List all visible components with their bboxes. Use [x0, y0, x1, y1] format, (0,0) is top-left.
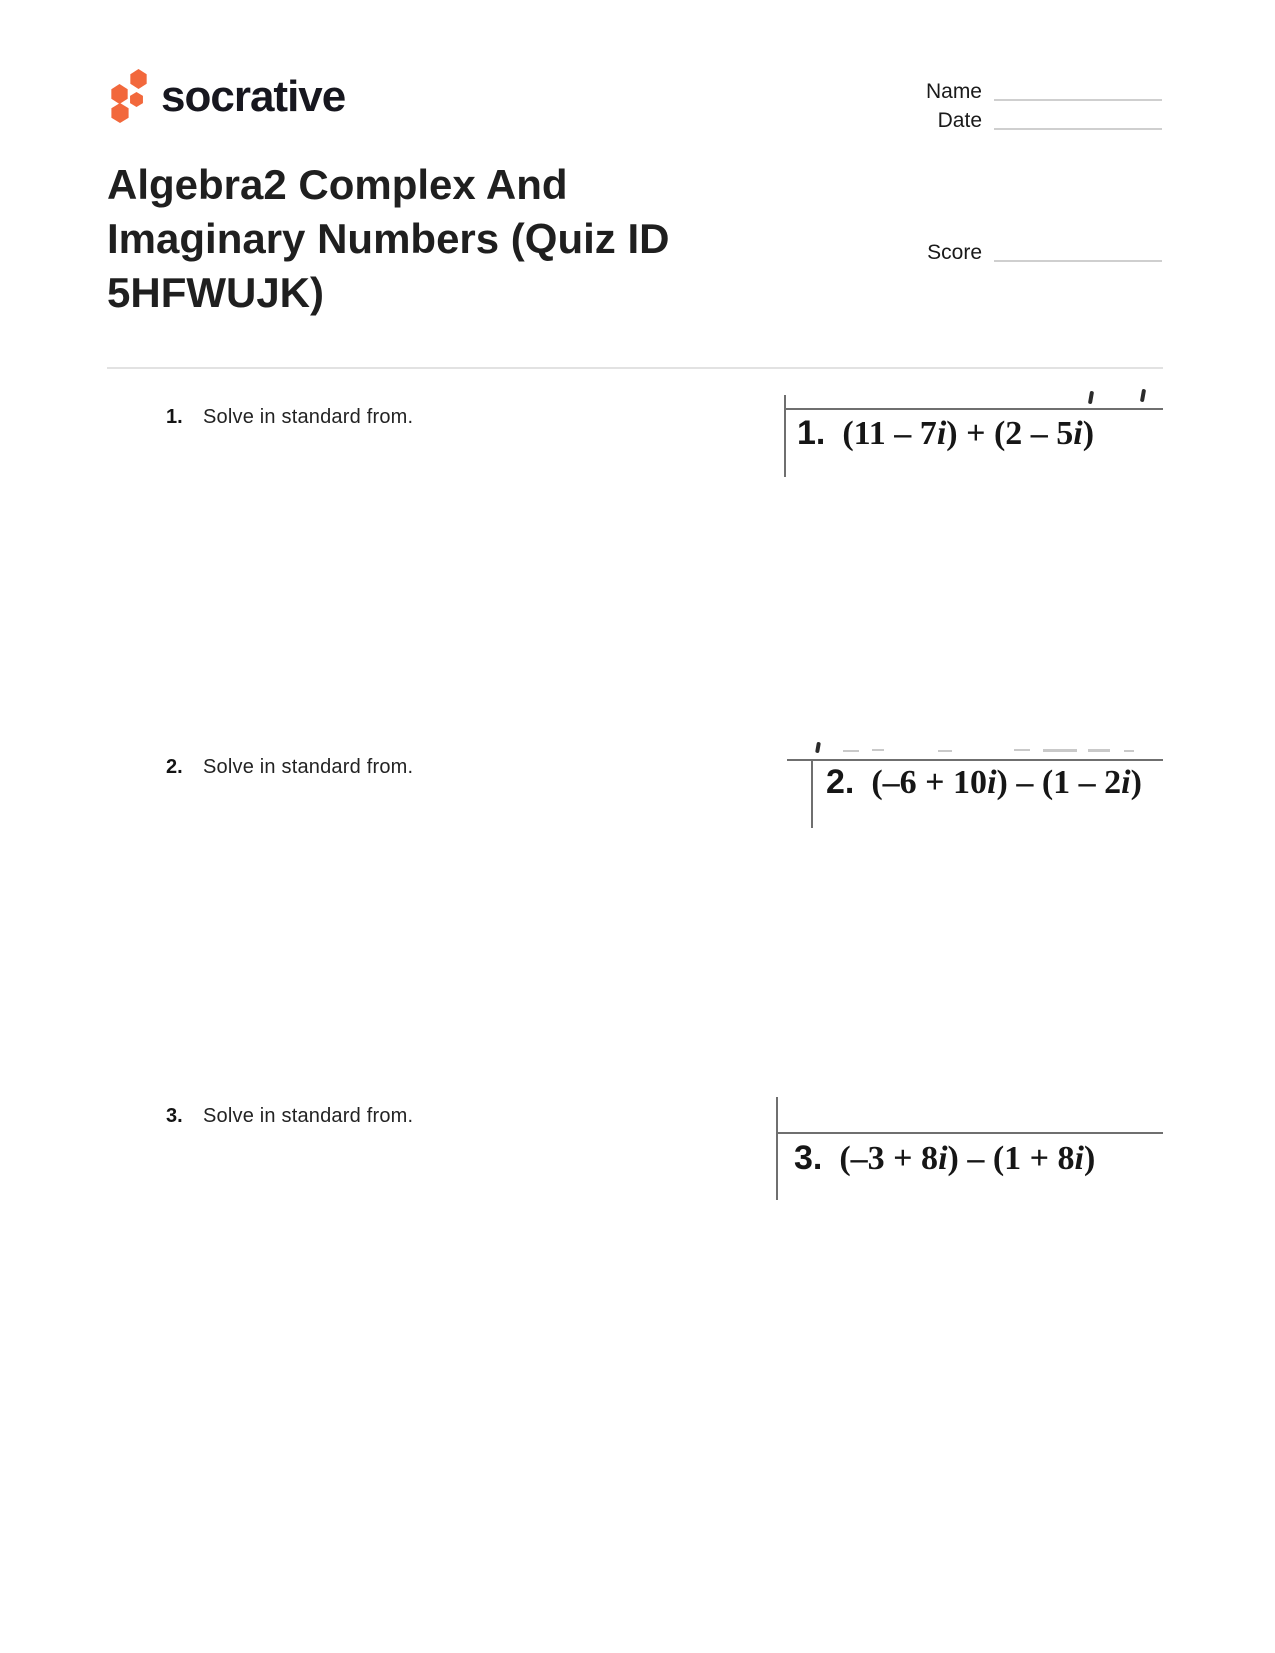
question-1-prompt: Solve in standard from. — [203, 406, 414, 428]
hexagon-icon — [129, 69, 148, 89]
equation-3-expression: (–3 + 8i) – (1 + 8i) — [839, 1140, 1096, 1177]
socrative-logo — [98, 62, 348, 132]
equation-3-number: 3. — [794, 1139, 823, 1177]
scan-artifact-dash — [938, 750, 952, 752]
socrative-logo-text: socrative — [161, 72, 346, 121]
scan-artifact-dash — [872, 749, 884, 751]
question-1-number: 1. — [166, 406, 183, 428]
scan-horizontal-line — [784, 408, 1163, 410]
hexagon-icon — [110, 84, 129, 104]
scan-artifact-mark — [815, 742, 821, 754]
score-fill-line — [994, 244, 1162, 262]
hexagon-icon — [129, 92, 144, 107]
page-title: Algebra2 Complex And Imaginary Numbers (Quiz ID 5HFWUJK) — [107, 161, 670, 316]
question-3-prompt: Solve in standard from. — [203, 1105, 414, 1127]
question-2-prompt: Solve in standard from. — [203, 756, 414, 778]
scan-artifact-dash — [1124, 750, 1134, 752]
date-label: Date — [937, 109, 982, 132]
score-label: Score — [927, 241, 982, 264]
hexagon-icon — [110, 103, 130, 123]
equation-2-expression: (–6 + 10i) – (1 – 2i) — [871, 764, 1142, 801]
scan-vertical-line — [776, 1097, 778, 1200]
scan-artifact-mark — [1088, 391, 1094, 404]
question-3-number: 3. — [166, 1105, 183, 1127]
scan-artifact-dash — [1088, 749, 1110, 752]
divider-line — [107, 367, 1163, 369]
date-fill-line — [994, 112, 1162, 130]
equation-1 — [797, 413, 1094, 454]
name-fill-line — [994, 83, 1162, 101]
equation-3 — [794, 1138, 1095, 1179]
question-2-number: 2. — [166, 756, 183, 778]
equation-1-expression: (11 – 7i) + (2 – 5i) — [842, 415, 1095, 452]
scan-artifact-dash — [1043, 749, 1077, 752]
scan-artifact-dash — [1014, 749, 1030, 751]
equation-1-number: 1. — [797, 414, 826, 452]
scan-vertical-line — [811, 759, 813, 828]
scan-horizontal-line — [787, 759, 1163, 761]
scan-horizontal-line — [776, 1132, 1163, 1134]
name-label: Name — [925, 80, 982, 103]
scan-artifact-dash — [843, 750, 859, 752]
equation-2-number: 2. — [826, 763, 855, 801]
equation-2 — [826, 762, 1142, 803]
scan-artifact-mark — [1140, 389, 1146, 402]
